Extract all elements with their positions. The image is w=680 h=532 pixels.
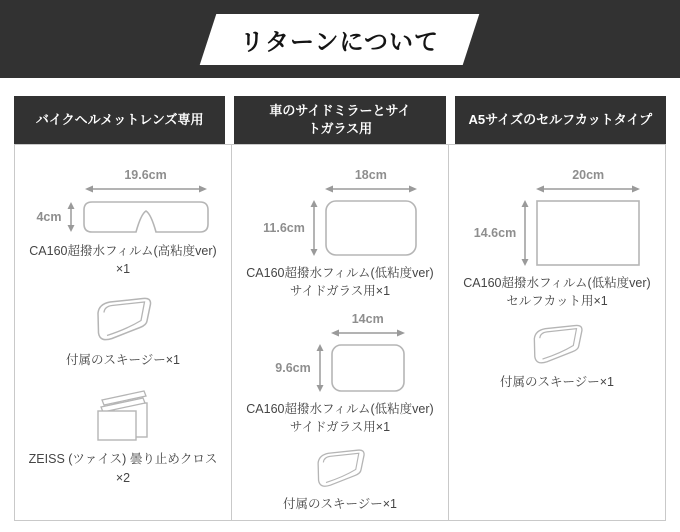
cloth-qty: ×2 [115,470,131,485]
table-header-row [14,96,666,144]
column-header-a5-selfcut-label: A5サイズのセルフカットタイプ [468,112,653,128]
selfcut-film-height-dim [474,200,530,266]
mirror-film2-label [246,400,433,436]
column-header-side-mirror [234,96,445,144]
width-arrow-icon [536,184,640,194]
height-arrow-icon [315,344,325,392]
column-header-side-mirror-line1: 車のサイドミラーとサイ [269,103,411,119]
anti-fog-cloth-icon [93,388,153,444]
width-dimension-label: 14cm [351,312,384,327]
squeegee-icon [528,323,586,367]
side-glass-film-shape [325,200,417,256]
width-dimension-label: 19.6cm [124,168,167,182]
mirror-film1-label [246,264,433,300]
mirror-film1-name: CA160超撥水フィルム(低粘度ver) [246,266,434,280]
selfcut-film-shape [536,200,640,266]
height-dimension-label: 4cm [36,210,62,224]
mirror-film2-height-dim [275,344,324,392]
column-header-bike-helmet [14,96,225,144]
selfcut-squeegee-label: 付属のスキージー×1 [499,375,614,390]
mirror-film2-name: CA160超撥水フィルム(低粘度ver) [246,402,434,417]
mirror-film2-top [331,312,405,392]
width-arrow-icon [331,328,405,338]
selfcut-film-diagram [474,168,640,266]
helmet-squeegee-label: 付属のスキージー×1 [65,353,180,368]
cloth-label [29,450,218,486]
selfcut-film-top [536,168,640,266]
helmet-film-label [29,242,216,278]
height-dimension-label: 11.6cm [263,221,305,235]
selfcut-film-name: CA160超撥水フィルム(低粘度ver) [463,276,651,290]
column-header-bike-helmet-label: バイクヘルメットレンズ専用 [35,112,204,128]
mirror-film2-use: サイドガラス用×1 [289,420,391,435]
squeegee-icon [312,448,368,490]
column-header-a5-selfcut [455,96,666,144]
page-title: リターンについて [240,28,440,56]
height-arrow-icon [66,202,76,232]
squeegee-icon [91,296,155,344]
helmet-film-qty: ×1 [115,262,131,277]
helmet-lens-film-shape [82,200,210,234]
height-dimension-label: 14.6cm [473,226,517,240]
returns-table [14,96,666,521]
helmet-film-diagram [36,168,209,234]
top-banner [0,0,680,78]
width-arrow-icon [85,184,207,194]
mirror-film-diagram [263,168,417,256]
table-body [14,144,666,521]
helmet-film-name: CA160超撥水フィルム(高粘度ver) [29,244,217,258]
title-ribbon [200,14,480,65]
column-bike-helmet [15,145,231,520]
mirror-film2-diagram [275,312,404,392]
column-header-side-mirror-line2: トガラス用 [307,121,373,136]
height-arrow-icon [520,200,530,266]
mirror-film-top [325,168,417,256]
selfcut-film-label [463,274,650,310]
helmet-film-top [82,168,210,234]
column-a5-selfcut [448,145,665,520]
width-dimension-label: 20cm [572,168,605,182]
mirror-film-height-dim [263,200,319,256]
selfcut-film-use: セルフカット用×1 [506,294,608,309]
height-arrow-icon [309,200,319,256]
height-dimension-label: 9.6cm [275,361,311,376]
width-arrow-icon [325,184,417,194]
width-dimension-label: 18cm [354,168,387,182]
mirror-film1-use: サイドガラス用×1 [289,284,391,299]
mirror-squeegee-label: 付属のスキージー×1 [282,496,397,511]
helmet-film-height-dim [36,200,75,234]
column-side-mirror [231,145,448,520]
cloth-name: ZEISS (ツァイス) 曇り止めクロス [28,452,218,467]
side-glass-film2-shape [331,344,405,392]
